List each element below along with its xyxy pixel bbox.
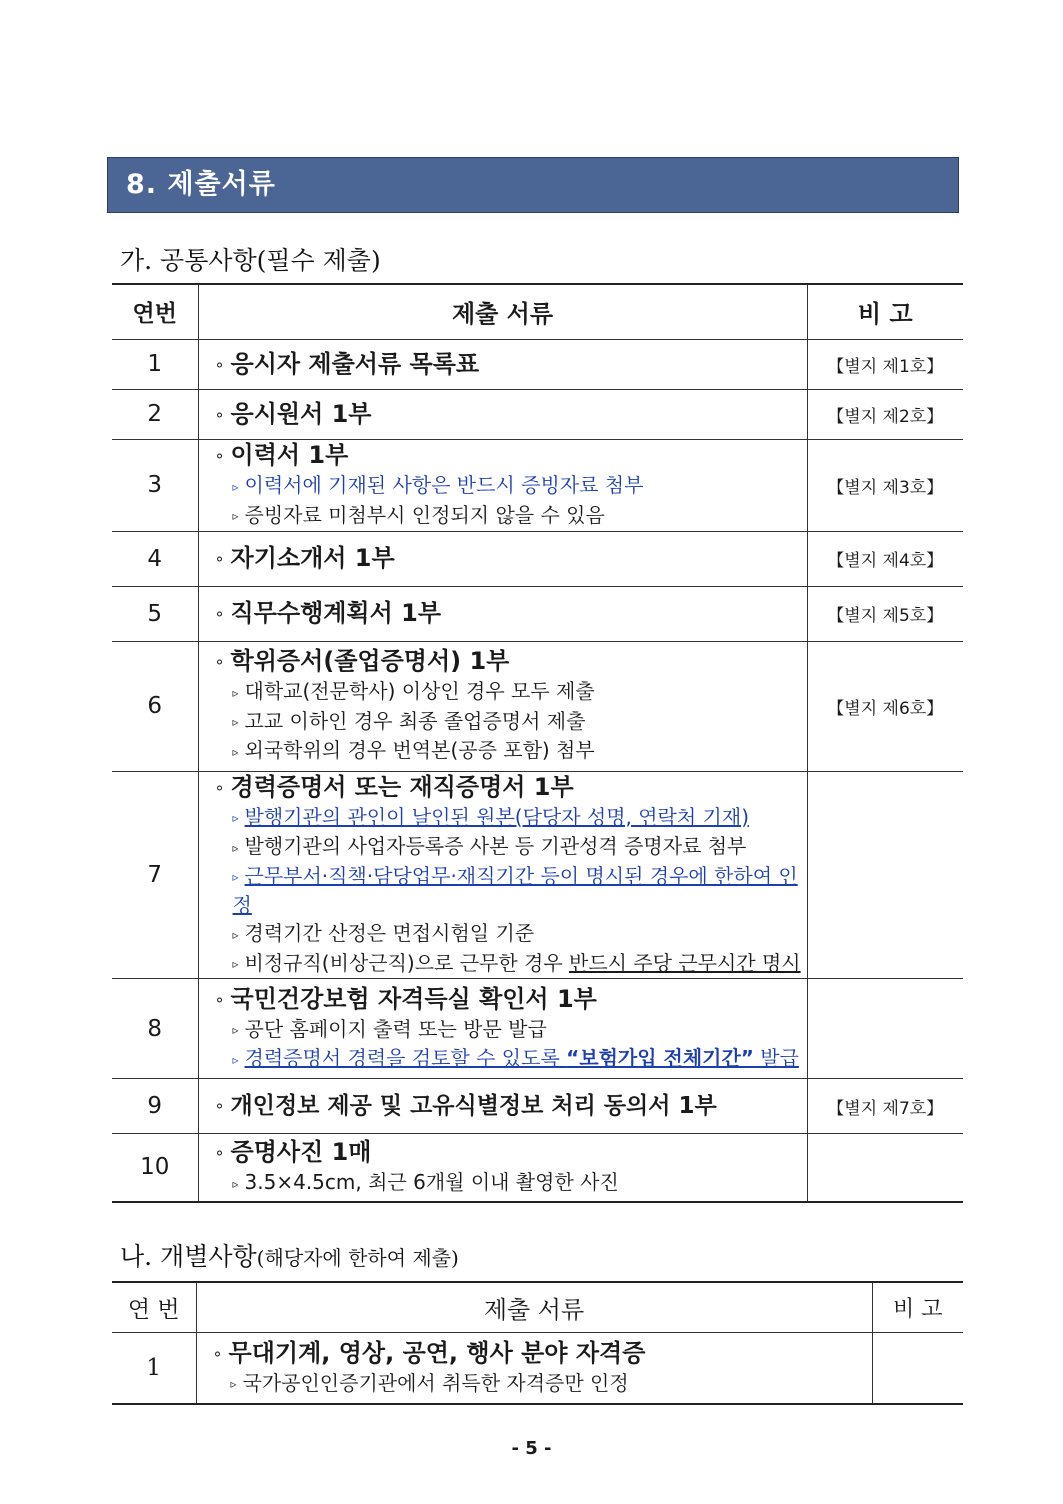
small-circle-icon: ∘: [214, 777, 225, 797]
form-reference: 【별지 제3호】: [807, 439, 963, 531]
triangle-right-icon: ▹: [232, 957, 239, 971]
table-row: [112, 979, 963, 1079]
small-circle-icon: ∘: [214, 989, 225, 1009]
small-circle-icon: ∘: [214, 1143, 225, 1162]
triangle-right-icon: ▹: [232, 1023, 239, 1037]
small-circle-icon: ∘: [212, 1343, 223, 1363]
sub-note: ▹ 증빙자료 미첨부시 인정되지 않을 수 있음: [232, 502, 605, 527]
triangle-right-icon: ▹: [232, 1052, 239, 1067]
form-reference: 【별지 제5호】: [807, 586, 963, 641]
table-row: [112, 439, 963, 531]
document-name: ∘ 국민건강보험 자격득실 확인서 1부: [214, 984, 597, 1013]
header-note: 비 고: [872, 1282, 963, 1332]
form-reference: [807, 979, 963, 1079]
small-circle-icon: ∘: [214, 354, 225, 374]
row-number: 3: [112, 439, 198, 531]
table-row: [112, 1134, 963, 1202]
sub-note: ▹ 공단 홈페이지 출력 또는 방문 발급: [232, 1016, 547, 1041]
individual-documents-table: [112, 1281, 963, 1405]
table-row: [112, 771, 963, 979]
form-reference: 【별지 제7호】: [807, 1079, 963, 1134]
row-number: 8: [112, 979, 198, 1079]
page-number: - 5 -: [511, 1438, 552, 1459]
document-name: ∘ 경력증명서 또는 재직증명서 1부: [214, 772, 574, 801]
form-reference: 【별지 제1호】: [807, 339, 963, 389]
table-row: [112, 641, 963, 771]
document-name: ∘ 응시자 제출서류 목록표: [214, 349, 480, 378]
triangle-right-icon: ▹: [230, 1377, 237, 1391]
document-name: ∘ 개인정보 제공 및 고유식별정보 처리 동의서 1부: [214, 1092, 717, 1119]
triangle-right-icon: ▹: [232, 811, 239, 825]
triangle-right-icon: ▹: [232, 509, 239, 523]
sub-note: ▹ 외국학위의 경우 번역본(공증 포함) 첨부: [232, 738, 595, 763]
sub-note: ▹ 발행기관의 사업자등록증 사본 등 기관성격 증명자료 첨부: [232, 834, 747, 858]
sub-note: ▹ 3.5×4.5cm, 최근 6개월 이내 촬영한 사진: [232, 1170, 619, 1194]
document-name: ∘ 증명사진 1매: [214, 1138, 372, 1166]
row-number: 4: [112, 531, 198, 586]
header-no: 연 번: [112, 1282, 196, 1332]
row-number: 2: [112, 389, 198, 439]
sub-note: ▹ 고교 이하인 경우 최종 졸업증명서 제출: [232, 708, 586, 733]
triangle-right-icon: ▹: [232, 715, 239, 730]
triangle-right-icon: ▹: [232, 840, 239, 855]
small-circle-icon: ∘: [214, 549, 225, 568]
row-number: 1: [112, 1332, 196, 1404]
form-reference: 【별지 제2호】: [807, 389, 963, 439]
triangle-right-icon: ▹: [232, 927, 239, 942]
triangle-right-icon: ▹: [232, 744, 239, 759]
small-circle-icon: ∘: [214, 652, 225, 672]
sub-note: ▹ 경력기간 산정은 면접시험일 기준: [232, 921, 535, 945]
table-row: [112, 1332, 963, 1404]
triangle-right-icon: ▹: [232, 685, 239, 700]
section-title: 8. 제출서류: [107, 157, 959, 213]
form-reference: 【별지 제4호】: [807, 531, 963, 586]
row-number: 6: [112, 641, 198, 771]
sub-note: ▹ 근무부서·직책·담당업무·재직기간 등이 명시된 경우에 한하여 인정: [232, 863, 798, 917]
document-name: ∘ 자기소개서 1부: [214, 544, 395, 572]
row-number: 5: [112, 586, 198, 641]
table-row: [112, 531, 963, 586]
table-header-row: [112, 1282, 963, 1332]
form-reference: [872, 1332, 963, 1404]
common-documents-table: [112, 283, 963, 1203]
sub-note: ▹ 경력증명서 경력을 검토할 수 있도록 “보험가입 전체기간” 발급: [232, 1046, 799, 1070]
form-reference: [807, 771, 963, 979]
sub-note: ▹ 국가공인인증기관에서 취득한 자격증만 인정: [230, 1370, 629, 1395]
individual-items-title: 나. 개별사항(해당자에 한하여 제출): [120, 1242, 459, 1271]
table-row: [112, 389, 963, 439]
header-note: 비 고: [807, 284, 963, 339]
row-number: 10: [112, 1134, 198, 1202]
sub-note: ▹ 발행기관의 관인이 날인된 원본(담당자 성명, 연락처 기재): [232, 804, 749, 829]
header-documents: 제출 서류: [196, 1282, 872, 1332]
document-name: ∘ 학위증서(졸업증명서) 1부: [214, 647, 510, 676]
small-circle-icon: ∘: [214, 604, 225, 623]
sub-note: ▹ 대학교(전문학사) 이상인 경우 모두 제출: [232, 679, 595, 704]
triangle-right-icon: ▹: [232, 479, 239, 494]
document-name: ∘ 응시원서 1부: [214, 399, 372, 428]
common-items-title: 가. 공통사항(필수 제출): [120, 246, 381, 275]
small-circle-icon: ∘: [214, 404, 225, 424]
table-row: [112, 1079, 963, 1134]
table-header-row: [112, 284, 963, 339]
small-circle-icon: ∘: [214, 1096, 225, 1116]
header-documents: 제출 서류: [198, 284, 807, 339]
table-row: [112, 586, 963, 641]
sub-note: ▹ 비정규직(비상근직)으로 근무한 경우 반드시 주당 근무시간 명시: [232, 950, 801, 975]
form-reference: [807, 1134, 963, 1202]
triangle-right-icon: ▹: [232, 1176, 239, 1191]
document-name: ∘ 이력서 1부: [214, 441, 349, 469]
document-name: ∘ 무대기계, 영상, 공연, 행사 분야 자격증: [212, 1338, 646, 1367]
small-circle-icon: ∘: [214, 446, 225, 465]
row-number: 7: [112, 771, 198, 979]
form-reference: 【별지 제6호】: [807, 641, 963, 771]
row-number: 1: [112, 339, 198, 389]
row-number: 9: [112, 1079, 198, 1134]
document-name: ∘ 직무수행계획서 1부: [214, 599, 442, 627]
header-no: 연번: [112, 284, 198, 339]
sub-note: ▹ 이력서에 기재된 사항은 반드시 증빙자료 첨부: [232, 473, 644, 497]
triangle-right-icon: ▹: [232, 870, 239, 884]
table-row: [112, 339, 963, 389]
